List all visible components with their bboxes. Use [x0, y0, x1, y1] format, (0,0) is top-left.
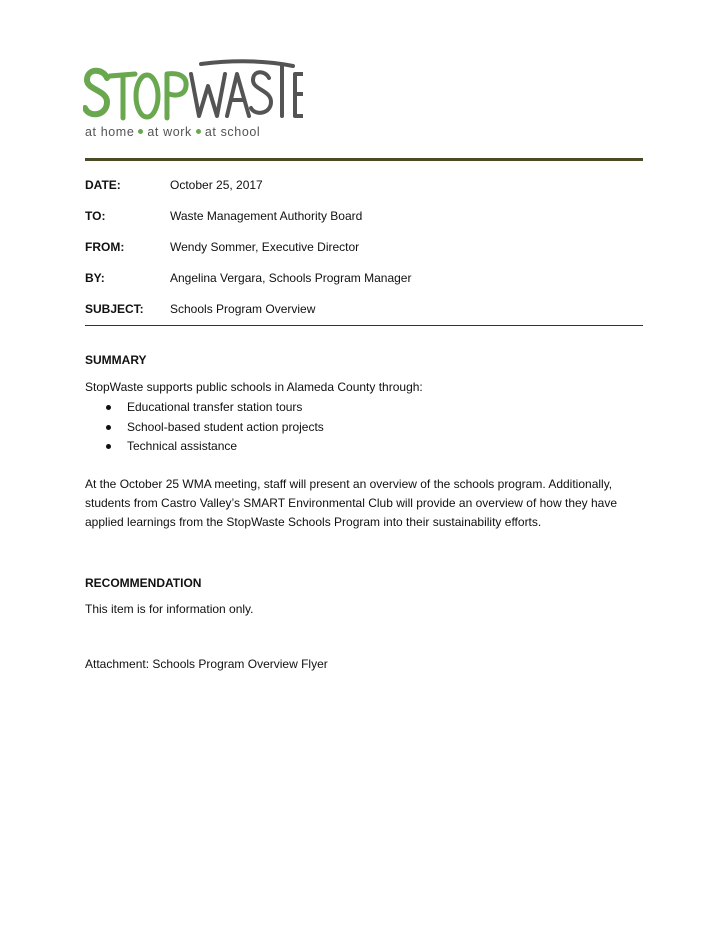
tagline-work: at work	[147, 125, 192, 139]
bullet-text: Technical assistance	[127, 439, 238, 453]
memo-value: Wendy Sommer, Executive Director	[170, 240, 360, 254]
stopwaste-logo-mark	[83, 56, 303, 126]
logo-tagline	[85, 125, 260, 139]
memo-value: Schools Program Overview	[170, 302, 316, 316]
list-item	[85, 418, 324, 438]
memo-value: October 25, 2017	[170, 178, 263, 192]
bullet-text: Educational transfer station tours	[127, 400, 303, 414]
summary-heading: SUMMARY	[85, 353, 147, 367]
tagline-home: at home	[85, 125, 135, 139]
tagline-dot	[196, 129, 201, 134]
summary-paragraph: At the October 25 WMA meeting, staff will present an overview of the schools program. Additionally, students from Castro Valley’s SMART Environmental Club will provide an overview of how they have applied learnings from the StopWaste Schools Program into their sustainability efforts.	[85, 477, 618, 529]
bullet-text: School-based student action projects	[127, 419, 324, 434]
memo-label: DATE:	[85, 178, 121, 192]
tagline-school: at school	[204, 125, 261, 139]
memo-value: Waste Management Authority Board	[170, 209, 363, 223]
summary-intro: StopWaste supports public schools in Alameda County through:	[85, 380, 423, 394]
list-item	[85, 398, 324, 418]
list-item	[85, 437, 324, 457]
recommendation-heading: RECOMMENDATION	[85, 576, 202, 590]
bullet-icon	[106, 405, 111, 410]
header-divider-thin	[85, 325, 643, 326]
memo-value: Angelina Vergara, Schools Program Manager	[170, 271, 412, 285]
header-divider-thick	[85, 158, 643, 161]
recommendation-text: This item is for information only.	[85, 602, 254, 616]
memo-label: BY:	[85, 271, 105, 285]
tagline-dot	[138, 129, 143, 134]
bullet-icon	[106, 444, 111, 449]
memo-label: SUBJECT:	[85, 302, 144, 316]
attachment-text: Attachment: Schools Program Overview Flyer	[85, 657, 328, 671]
summary-bullet-list	[85, 398, 324, 457]
bullet-icon	[106, 425, 111, 430]
memo-label: FROM:	[85, 240, 125, 254]
memo-label: TO:	[85, 209, 106, 223]
